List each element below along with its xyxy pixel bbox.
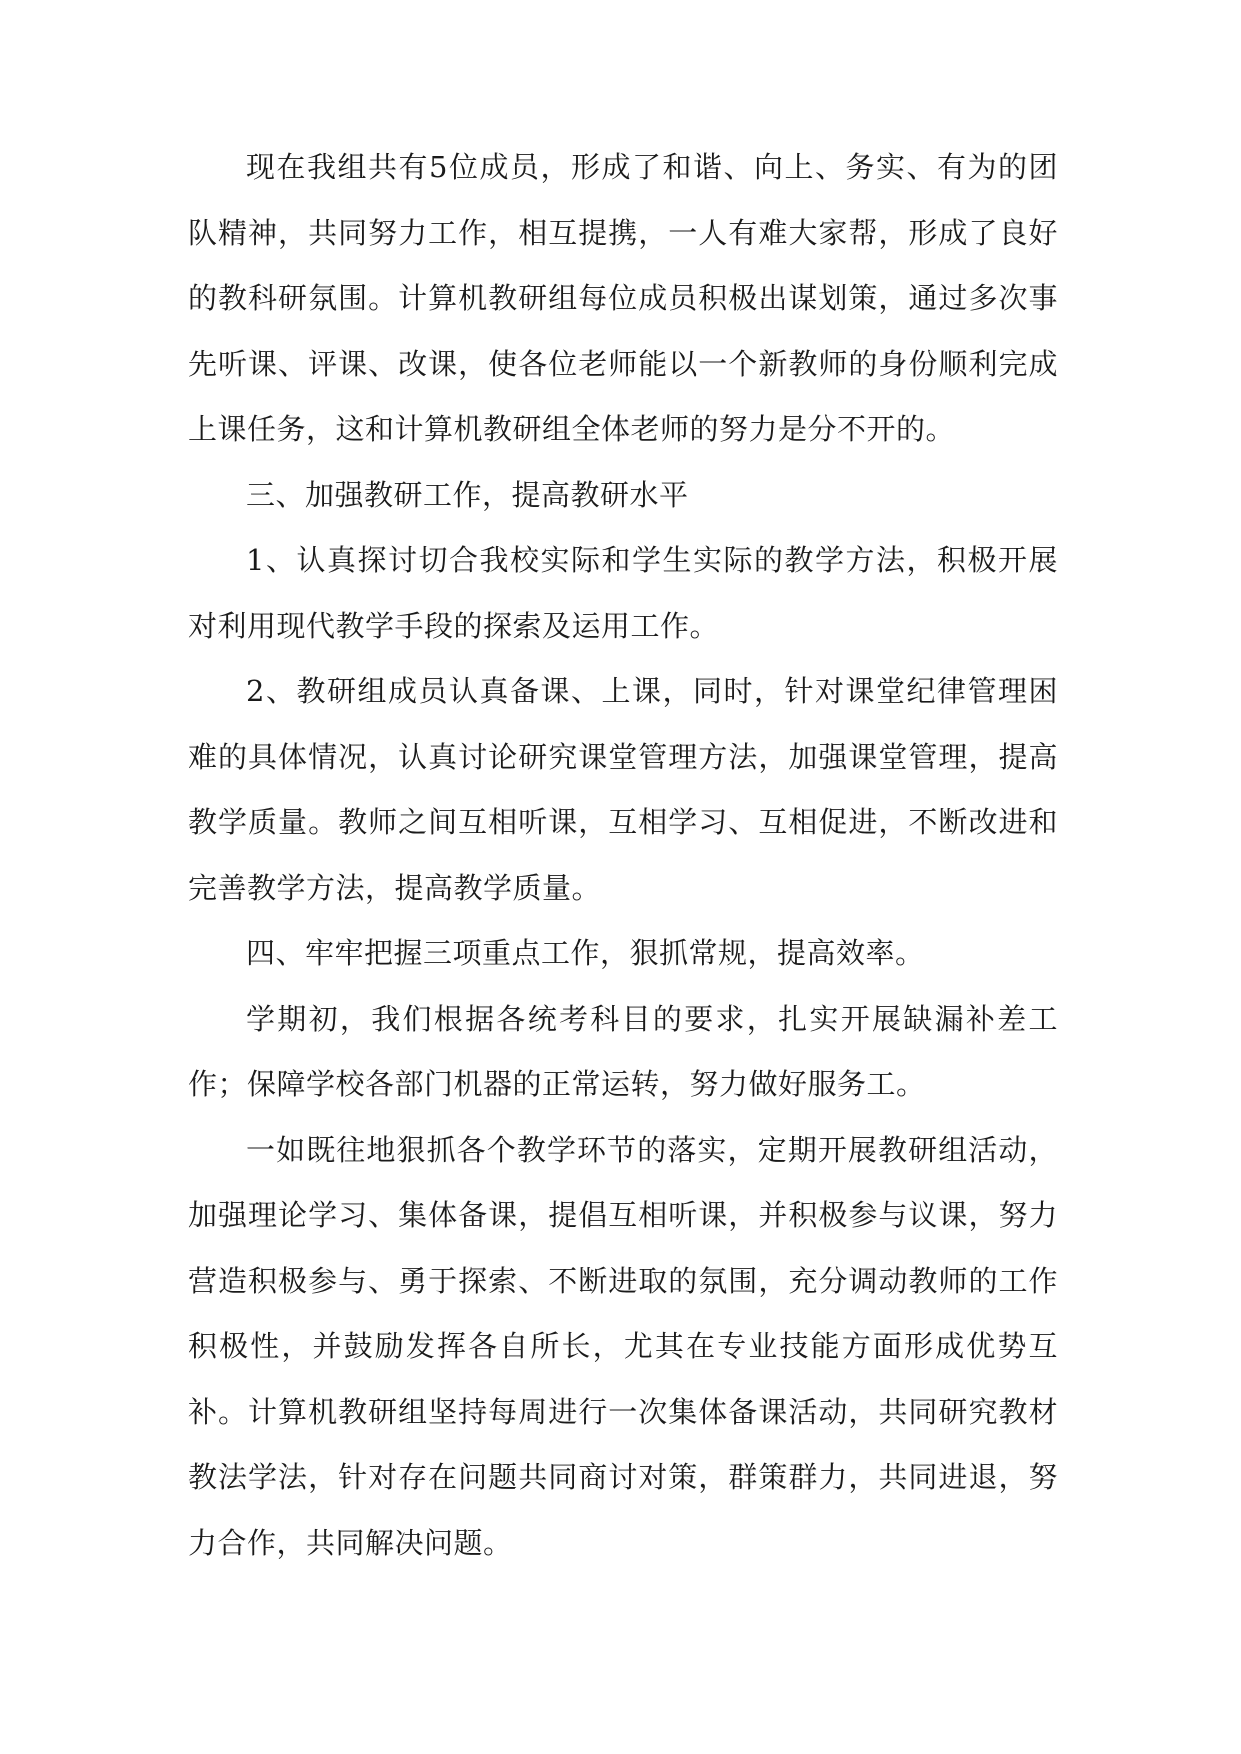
paragraph-semester-start: 学期初，我们根据各统考科目的要求，扎实开展缺漏补差工作；保障学校各部门机器的正常运转，努力做好服务工。 xyxy=(188,1001,1058,1101)
section-heading-4: 四、牢牢把握三项重点工作，狠抓常规，提高效率。 xyxy=(246,936,925,970)
section-heading-3: 三、加强教研工作，提高教研水平 xyxy=(246,477,689,512)
paragraph-item-2: 2、教研组成员认真备课、上课，同时，针对课堂纪律管理困难的具体情况，认真讨论研究课堂管理方法，加强课堂管理，提高教学质量。教师之间互相听课，互相学习、互相促进，不断改进和完善教学方法，提高教学质量。 xyxy=(188,674,1058,905)
paragraph-teaching-activities: 一如既往地狠抓各个教学环节的落实，定期开展教研组活动，加强理论学习、集体备课，提倡互相听课，并积极参与议课，努力营造积极参与、勇于探索、不断进取的氛围，充分调动教师的工作积极性，并鼓励发挥各自所长，尤其在专业技能方面形成优势互补。计算机教研组坚持每周进行一次集体备课活动，共同研究教材教法学法，针对存在问题共同商讨对策，群策群力，共同进退，努力合作，共同解决问题。 xyxy=(188,1132,1058,1560)
paragraph-item-1: 1、认真探讨切合我校实际和学生实际的教学方法，积极开展对利用现代教学手段的探索及运用工作。 xyxy=(188,543,1058,643)
document-body xyxy=(188,135,1058,1576)
paragraph-team-spirit: 现在我组共有5位成员，形成了和谐、向上、务实、有为的团队精神，共同努力工作，相互提携，一人有难大家帮，形成了良好的教科研氛围。计算机教研组每位成员积极出谋划策，通过多次事先听课、评课、改课，使各位老师能以一个新教师的身份顺利完成上课任务，这和计算机教研组全体老师的努力是分不开的。 xyxy=(188,150,1058,446)
